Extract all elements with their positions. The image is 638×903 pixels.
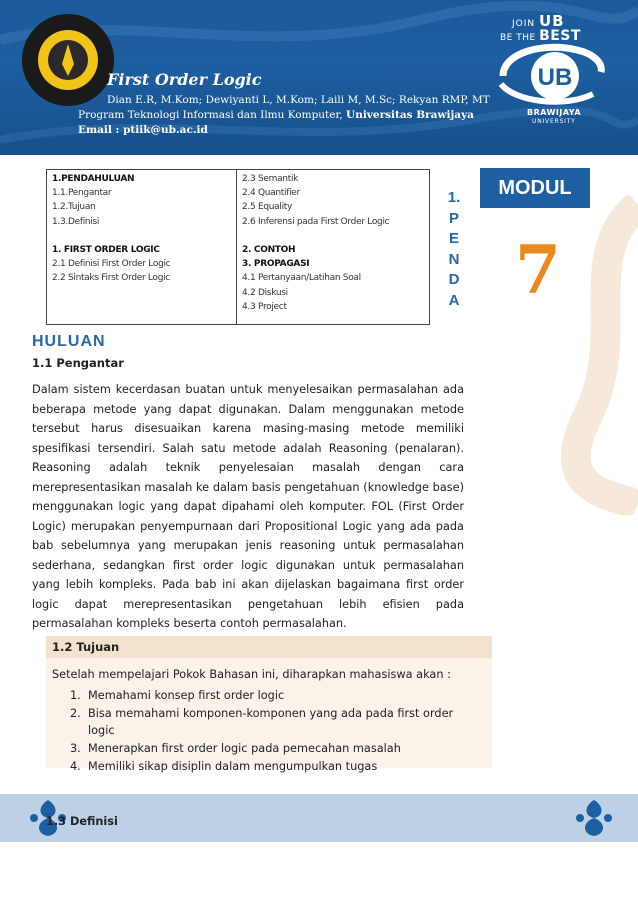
footer-ornament-right-icon bbox=[574, 796, 614, 840]
vertical-heading-char: D bbox=[448, 271, 460, 288]
list-number: 4. bbox=[70, 759, 81, 773]
ub-logo-letters: UB bbox=[537, 64, 573, 91]
vertical-heading-char: N bbox=[448, 250, 460, 268]
tujuan-intro: Setelah mempelajari Pokok Bahasan ini, diharapkan mahasiswa akan : bbox=[52, 668, 451, 681]
toc-item: 2.6 Inferensi pada First Order Logic bbox=[242, 216, 390, 227]
vertical-heading-char: A bbox=[448, 291, 460, 309]
toc-item: 1.PENDAHULUAN bbox=[52, 174, 135, 184]
toc-item: 1.1.Pengantar bbox=[52, 188, 112, 199]
ub-join-ub: UB bbox=[539, 12, 565, 30]
toc-item: 1.2.Tujuan bbox=[52, 202, 96, 213]
toc-left-column bbox=[47, 170, 237, 324]
pengantar-paragraph: Dalam sistem kecerdasan buatan untuk menyelesaikan permasalahan ada beberapa metode yang dapat digunakan. Dalam menggunakan metode tersebut harus disesuaikan karena masing-masing metode memiliki spesifikasi tersendiri. Salah satu metode adalah Reasoning (penalaran). Reasoning adalah teknik penyelesaian masalah dengan cara merepresentasikan masalah ke dalam basis pengetahuan (knowledge base) menggunakan logic yang dapat dipahami oleh komputer. FOL (First Order Logic) merupakan penyempurnaan dari Propositional Logic yang ada pada bab sebelumnya yang merupakan jenis reasoning untuk permasalahan sederhana, sedangkan first order logic digunakan untuk permasalahan yang lebih kompleks. Pada bab ini akan dijelaskan bagaimana first order logic dapat merepresentasikan pengetahuan lebih efisien pada permasalahan kompleks beserta contoh permasalahan. bbox=[32, 383, 464, 630]
vertical-heading-char: P bbox=[448, 209, 459, 227]
vertical-heading bbox=[446, 188, 462, 311]
toc-spacer bbox=[52, 229, 231, 243]
list-item bbox=[70, 740, 480, 758]
ub-university-text: UNIVERSITY bbox=[532, 118, 576, 125]
list-text: Menerapkan first order logic pada pemecahan masalah bbox=[88, 742, 401, 756]
module-title: First Order Logic bbox=[107, 70, 262, 89]
toc-item: 3. PROPAGASI bbox=[242, 259, 310, 270]
toc-item: 2.5 Equality bbox=[242, 202, 293, 213]
toc-item: 2.4 Quantifier bbox=[242, 188, 300, 199]
toc-right-column bbox=[237, 170, 429, 324]
list-text: Memiliki sikap disiplin dalam mengumpulkan tugas bbox=[88, 759, 378, 773]
toc-item: 4.2 Diskusi bbox=[242, 287, 288, 298]
university-seal-logo bbox=[20, 12, 116, 108]
vertical-heading-char: 1. bbox=[447, 189, 461, 206]
ub-best-label: BEST bbox=[539, 28, 581, 44]
tujuan-list bbox=[70, 687, 480, 776]
list-item bbox=[70, 705, 480, 740]
list-item bbox=[70, 758, 480, 776]
program-line bbox=[78, 109, 474, 121]
modul-number: 7 bbox=[515, 231, 561, 309]
university-name: Universitas Brawijaya bbox=[346, 109, 474, 121]
tujuan-box bbox=[46, 636, 492, 773]
toc-item: 2.1 Definisi First Order Logic bbox=[52, 259, 171, 270]
modul-label: MODUL bbox=[480, 168, 590, 208]
toc-item: 2.2 Sintaks First Order Logic bbox=[52, 273, 170, 284]
list-number: 1. bbox=[70, 689, 81, 702]
email-line: Email : ptiik@ub.ac.id bbox=[78, 124, 208, 136]
toc-item: 1.3.Definisi bbox=[52, 216, 100, 227]
page-header bbox=[0, 0, 638, 155]
ub-logo-icon bbox=[485, 38, 625, 110]
table-of-contents bbox=[46, 169, 430, 325]
ub-brawijaya-text: BRAWIJAYA bbox=[527, 108, 582, 117]
list-text: Memahami konsep first order logic bbox=[88, 689, 285, 702]
definisi-heading: 1.3 Definisi bbox=[46, 815, 118, 828]
authors-line: Dian E.R, M.Kom; Dewiyanti L, M.Kom; Laili M, M.Sc; Rekyan RMP, MT bbox=[107, 94, 490, 106]
list-item bbox=[70, 687, 480, 705]
toc-item: 2.3 Semantik bbox=[242, 174, 299, 184]
toc-spacer bbox=[242, 229, 424, 243]
ub-be-label: BE THE bbox=[500, 33, 536, 43]
list-number: 3. bbox=[70, 742, 81, 756]
toc-item: 4.3 Project bbox=[242, 301, 287, 312]
vertical-heading-char: E bbox=[448, 230, 459, 247]
toc-item: 2. CONTOH bbox=[242, 245, 296, 255]
list-text: Bisa memahami komponen-komponen yang ada pada first order logic bbox=[88, 706, 454, 738]
section-heading-huluan: HULUAN bbox=[32, 333, 106, 350]
ub-join-label: JOIN bbox=[512, 19, 536, 29]
toc-item: 4.1 Pertanyaan/Latihan Soal bbox=[242, 273, 361, 284]
list-number: 2. bbox=[70, 706, 81, 720]
toc-item: 1. FIRST ORDER LOGIC bbox=[52, 245, 160, 255]
program-text: Program Teknologi Informasi dan Ilmu Komputer, bbox=[78, 109, 347, 121]
tujuan-heading: 1.2 Tujuan bbox=[52, 640, 120, 654]
pengantar-heading: 1.1 Pengantar bbox=[32, 356, 124, 370]
